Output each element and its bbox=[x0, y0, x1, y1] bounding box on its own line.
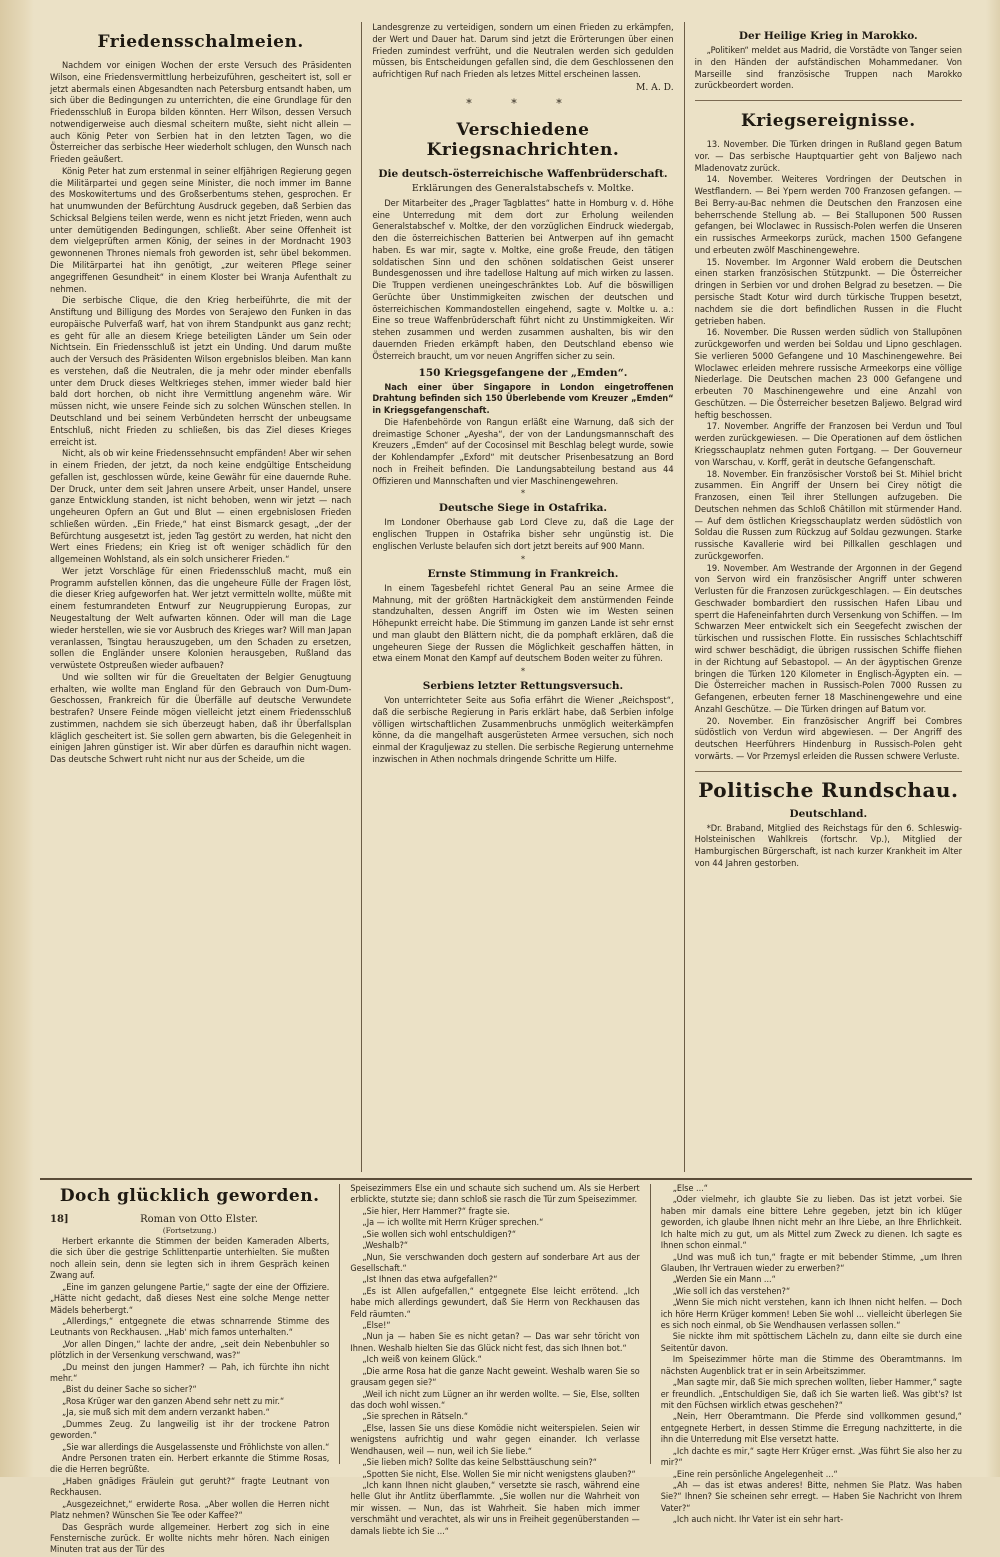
novel-paragraph: „Nun ja — haben Sie es nicht getan? — Das war sehr töricht von Ihnen. Weshalb hielten Sie das Glück nicht fest, das sich Ihnen bot.“ bbox=[350, 1332, 640, 1354]
novel-paragraph: Sie nickte ihm mit spöttischem Lächeln zu, dann eilte sie durch eine Seitentür davon. bbox=[660, 1332, 963, 1354]
paragraph: Wer jetzt Vorschläge für einen Friedensschluß macht, muß ein Programm aufstellen können, das die ungeheure Fülle der Fragen löst, die dieser Krieg aufgeworfen hat. Wer jetzt vermitteln wollte, müßte mit einem festumrandeten Entwurf zur Neugruppierung Europas, zur Neugestaltung der Welt aufwarten können. Oder will man die Lage wieder herstellen, wie sie vor Ausbruch des Krieges war? Will man Japan veranlassen, Tsingtau herauszugeben, um den Schaden zu ersetzen, sollen die Engländer unsere Kolonien herausgeben, Rußland das verwüstete Ostpreußen wieder aufbauen? bbox=[50, 565, 352, 672]
novel-paragraph: „Nein, Herr Oberamtmann. Die Pferde sind vollkommen gesund,“ entgegnete Herbert, in dessen Stimme die Erregung nachzitterte, in die ihn die Unterredung mit Else versetzt hatte. bbox=[660, 1412, 963, 1446]
novel-paragraph: „Ja, sie muß sich mit dem andern verzankt haben.“ bbox=[62, 1408, 270, 1419]
section-divider-stars: * * * bbox=[466, 96, 580, 110]
novel-paragraph: „Else, lassen Sie uns diese Komödie nicht weiterspielen. Seien wir wenigstens aufrichtig und wahr gegen einander. Ich verlasse Wendhausen, weil — nun, weil ich Sie liebe.“ bbox=[350, 1423, 640, 1457]
novel-paragraph: „Dummes Zeug. Zu langweilig ist ihr der trockene Patron geworden.“ bbox=[50, 1419, 330, 1442]
events-list bbox=[695, 139, 962, 763]
novel-paragraph: „Ist Ihnen das etwa aufgefallen?“ bbox=[362, 1275, 498, 1286]
divider-dot: * bbox=[520, 554, 525, 564]
novel-paragraph: „Und was muß ich tun,“ fragte er mit bebender Stimme, „um Ihren Glauben, Ihr Vertrauen wieder zu erwerben?“ bbox=[660, 1252, 963, 1274]
novel-paragraph: „Else!“ bbox=[362, 1321, 391, 1332]
feuilleton-rule bbox=[40, 1178, 972, 1180]
event-entry: 19. November. Am Westrande der Argonnen in der Gegend von Servon wird ein französischer Angriff unter schweren Verlusten für die Franzosen zurückgeschlagen. — Ein deutsches Geschwader bombardiert den russischen Hafen Libau und sperrt die Hafeneinfahrten durch Versenkung von Schiffen. — Im Schwarzen Meer entwickelt sich ein Seegefecht zwischen der türkischen und russischen Flotte. Ein russisches Schlachtschiff wird schwer beschädigt, die übrigen russischen Schiffe fliehen in der Richtung auf Sebastopol. — An der ägyptischen Grenze bringen die Türken 120 Kilometer in Englisch-Ägypten ein. — Die Österreicher machen in Russisch-Polen 7000 Russen zu Gefangenen, erbeuten ferner 18 Maschinengewehre und eine Anzahl Geschütze. — Die Türken dringen auf Batum vor. bbox=[694, 562, 963, 715]
article-title-kriegsnachrichten: Verschiedene Kriegsnachrichten. bbox=[426, 119, 620, 160]
novel-paragraph: „Ausgezeichnet,“ erwiderte Rosa. „Aber wollen die Herren nicht Platz nehmen? Wünschen Sie Tee oder Kaffee?“ bbox=[50, 1499, 330, 1522]
section-head-deutschland: Deutschland. bbox=[789, 807, 868, 820]
article-title-politische-rundschau: Politische Rundschau. bbox=[698, 777, 959, 802]
novel-paragraph: „Sie war allerdings die Ausgelassenste und Fröhlichste von allen.“ bbox=[62, 1442, 330, 1453]
novel-paragraph: „Ah — das ist etwas anderes! Bitte, nehmen Sie Platz. Was haben Sie?“ Ihnen? Sie scheinen sehr erregt. — Haben Sie Nachricht von Ihrem Vater?“ bbox=[660, 1480, 963, 1514]
paragraph: Nicht, als ob wir keine Friedenssehnsucht empfänden! Aber wir sehen in einem Frieden, der jetzt, da noch keine endgültige Entscheidung gefallen ist, geschlossen würde, keine Gewähr für eine dauernde Ruhe. Der Druck, unter dem seit Jahren unsere Arbeit, unser Handel, unsere ganze Entwicklung standen, ist nicht behoben, wenn wir jetzt — nach ungeheuren Opfern an Gut und Blut — einen ergebnislosen Frieden schließen würden. „Ein Friede,“ hat einst Bismarck gesagt, „der der Befürchtung ausgesetzt ist, jeden Tag gestört zu werden, hat nicht den Wert eines Friedens; ein Krieg ist oft weniger schädlich für den allgemeinen Wohlstand, als ein solch unsicherer Frieden.“ bbox=[50, 448, 352, 566]
novel-paragraph: „Werden Sie ein Mann ...“ bbox=[672, 1275, 776, 1286]
section-head-serbien: Serbiens letzter Rettungsversuch. bbox=[422, 680, 624, 693]
column-kriegsnachrichten bbox=[362, 22, 683, 1172]
paragraph: Im Londoner Oberhause gab Lord Cleve zu, daß die Lage der englischen Truppen in Ostafrika bisher sehr ungünstig ist. Die englischen Verluste belaufen sich dort jetzt bereits auf 900 Mann. bbox=[372, 517, 674, 552]
continuation-note: (Fortsetzung.) bbox=[162, 1226, 217, 1235]
article-body-friedensschalmeien bbox=[50, 60, 351, 766]
novel-author: Roman von Otto Elster. bbox=[140, 1214, 258, 1225]
column-friedensschalmeien bbox=[40, 22, 361, 1172]
novel-title: Doch glücklich geworden. bbox=[59, 1186, 320, 1206]
article-title-friedensschalmeien: Friedensschalmeien. bbox=[97, 32, 304, 52]
novel-paragraph: Andre Personen traten ein. Herbert erkannte die Stimme Rosas, die die Herren begrüßte. bbox=[50, 1454, 330, 1476]
paragraph: Und wie sollten wir für die Greueltaten der Belgier Genugtuung erhalten, wie wollte man England für den Gebrauch von Dum-Dum-Geschossen, Frankreich für die Überfälle auf deutsche Verwundete bestrafen? Unsere Feinde mögen vielleicht jetzt einem Friedensschluß zustimmen, nachdem sie sich überzeugt haben, daß ihr Überfallsplan kläglich gescheitert ist. Sie sollen gern abwarten, bis die Gelegenheit in einigen Jahren günstiger ist. Wir aber dürfen es daraufhin nicht wagen. Das deutsche Schwert ruht nicht nur aus der Scheide, um die bbox=[50, 671, 352, 766]
novel-paragraph: „Nun, Sie verschwanden doch gestern auf sonderbare Art aus der Gesellschaft.“ bbox=[350, 1252, 640, 1274]
novel-paragraph: „Haben gnädiges Fräulein gut geruht?“ fragte Leutnant von Reckhausen. bbox=[50, 1476, 330, 1499]
paragraph-lead: Nach einer über Singapore in London eingetroffenen Drahtung befinden sich 150 Überlebende vom Kreuzer „Emden“ in Kriegsgefangenschaft. bbox=[372, 381, 674, 417]
novel-paragraph: „Es ist Allen aufgefallen,“ entgegnete Else leicht errötend. „Ich habe mich allerdings gewundert, daß Sie Herrn von Reckhausen das Feld räumten.“ bbox=[350, 1286, 640, 1320]
novel-paragraph: „Spotten Sie nicht, Else. Wollen Sie mir nicht wenigstens glauben?“ bbox=[362, 1469, 636, 1480]
event-entry: 14. November. Weiteres Vordringen der Deutschen in Westflandern. — Bei Ypern werden 700 Franzosen gefangen. — Bei Berry-au-Bac nehmen die Deutschen den Franzosen eine beherrschende Stellung ab. — Bei Stalluponen 500 Russen gefangen, bei Wloclawec in Russisch-Polen werfen die Unseren ein russisches Armeekorps zurück, machen 1500 Gefangene und erbeuten zwölf Maschinengewehre. bbox=[694, 174, 963, 256]
novel-column-3 bbox=[651, 1184, 972, 1526]
paragraph: Der Mitarbeiter des „Prager Tagblattes“ hatte in Homburg v. d. Höhe eine Unterredung mit dem dort zur Erholung weilenden Generalstabschef v. Moltke, der den vorzüglichen Eindruck wiedergab, den die österreichischen Batterien bei Antwerpen auf ihn gemacht haben. Es war mir, sagte v. Moltke, eine große Freude, den tätigen soldatischen Sinn und den schönen soldatischen Geist unserer Bundesgenossen und ihre tadellose Haltung auf mich wirken zu lassen. Die Truppen verdienen uneingeschränktes Lob. Auf die böswilligen Gerüchte über Unstimmigkeiten zwischen der deutschen und österreichischen Kommandostellen eingehend, sagte v. Moltke u. a.: Eine so treue Waffenbrüderschaft führt nicht zu Unstimmigkeiten. Wir stehen zusammen und werden zusammen aushalten, bis wir den dauernden Frieden erkämpft haben, den Deutschland ebenso wie Österreich braucht, um vor neuen Angriffen sicher zu sein. bbox=[372, 197, 674, 362]
novel-paragraph: „Wenn Sie mich nicht verstehen, kann ich Ihnen nicht helfen. — Doch ich höre Herrn Krüger kommen! Leben Sie wohl ... vielleicht überlegen Sie es sich noch einmal, ob Sie Wendhausen verlassen sollen.“ bbox=[660, 1298, 963, 1332]
page-edge-right bbox=[986, 0, 1000, 1477]
novel-paragraph: „Eine im ganzen gelungene Partie,“ sagte der eine der Offiziere. „Hätte nicht gedacht, daß dieses Nest eine solche Menge netter Mädels beherbergt.“ bbox=[50, 1282, 330, 1316]
novel-paragraph: Das Gespräch wurde allgemeiner. Herbert zog sich in eine Fensternische zurück. Er wollte nichts mehr hören. Nach einigen Minuten trat aus der Tür des bbox=[50, 1522, 330, 1556]
divider-dot: * bbox=[520, 489, 525, 499]
article-title-kriegsereignisse: Kriegsereignisse. bbox=[741, 111, 916, 132]
novel-paragraph: „Oder vielmehr, ich glaubte Sie zu lieben. Das ist jetzt vorbei. Sie haben mir damals eine bittere Lehre gegeben, jetzt bin ich klüger geworden, ich glaube Ihnen nicht mehr an Ihre Liebe, an Ihre Ehrlichkeit. Ich halte mich zu gut, um als Mittel zum Zweck zu dienen. Ich sagte es Ihnen schon einmal.“ bbox=[660, 1195, 963, 1252]
novel-paragraph: „Ich dachte es mir,“ sagte Herr Krüger ernst. „Was führt Sie also her zu mir?“ bbox=[660, 1446, 963, 1469]
novel-paragraph: „Weshalb?“ bbox=[362, 1241, 409, 1252]
section-head-marokko: Der Heilige Krieg in Marokko. bbox=[738, 30, 918, 42]
novel-paragraph: „Sie wollen sich wohl entschuldigen?“ bbox=[362, 1229, 517, 1240]
event-entry: 17. November. Angriffe der Franzosen bei Verdun und Toul werden zurückgewiesen. — Die Operationen auf dem östlichen Kriegsschauplatz nehmen guten Fortgang. — Der Gouverneur von Warschau, v. Korff, gerät in deutsche Gefangenschaft. bbox=[694, 421, 963, 468]
novel-paragraph: „Allerdings,“ entgegnete die etwas schnarrende Stimme des Leutnants von Reckhausen. „Hab' mich famos unterhalten.“ bbox=[50, 1316, 330, 1339]
section-head-emden: 150 Kriegsgefangene der „Emden“. bbox=[418, 366, 628, 379]
novel-column-1 bbox=[40, 1184, 339, 1556]
paragraph: *Dr. Braband, Mitglied des Reichstags für den 6. Schleswig-Holsteinischen Wahlkreis (fortschr. Vp.), Mitglied der Hamburgischen Bürgerschaft, ist nach kurzer Krankheit im Alter von 44 Jahren gestorben. bbox=[694, 822, 963, 869]
novel-paragraph: Herbert erkannte die Stimmen der beiden Kameraden Alberts, die sich über die gestrige Schlittenpartie unterhielten. Sie mußten noch allein sein, denn sie legten sich in ihrem Gespräch keinen Zwang auf. bbox=[50, 1237, 330, 1282]
novel-paragraph: „Du meinst den jungen Hammer? — Pah, ich fürchte ihn nicht mehr.“ bbox=[50, 1362, 330, 1385]
section-subline: Erklärungen des Generalstabschefs v. Moltke. bbox=[411, 182, 635, 194]
novel-paragraph: „Weil ich nicht zum Lügner an ihr werden wollte. — Sie, Else, sollten das doch wohl wissen.“ bbox=[350, 1389, 640, 1412]
novel-paragraph: „Wie soll ich das verstehen?“ bbox=[672, 1286, 791, 1297]
page-edge-left bbox=[0, 0, 34, 1477]
section-rule bbox=[695, 771, 962, 772]
novel-paragraph: „Sie lieben mich? Sollte das keine Selbsttäuschung sein?“ bbox=[362, 1458, 597, 1469]
novel-paragraph: „Eine rein persönliche Angelegenheit ...“ bbox=[672, 1469, 838, 1480]
installment-number: 18] bbox=[50, 1214, 69, 1225]
novel-paragraph: „Sie sprechen in Rätseln.“ bbox=[362, 1412, 469, 1423]
novel-paragraph: „Rosa Krüger war den ganzen Abend sehr nett zu mir.“ bbox=[62, 1396, 285, 1407]
section-head-frankreich: Ernste Stimmung in Frankreich. bbox=[427, 567, 619, 580]
section-rule bbox=[695, 100, 962, 101]
author-signature: M. A. D. bbox=[635, 81, 674, 93]
paragraph: König Peter hat zum erstenmal in seiner elfjährigen Regierung gegen die Militärpartei und gegen seine Minister, die noch immer im Banne des Moskowitertums und des Großserbentums stehen, gesprochen. Er hat unumwunden der Befürchtung Ausdruck gegeben, daß Serbien das Schicksal Belgiens teilen werde, wenn es nicht jetzt Frieden, wenn auch unter demütigenden Bedingungen, schließt. Aber seine Offenheit ist dem vielgeprüften armen König, der seines in der Mordnacht 1903 gewonnenen Thrones niemals froh geworden ist, sehr übel bekommen. Die Militärpartei hat ihn genötigt, „zur weiteren Pflege seiner angegriffenen Gesundheit“ in einem Kloster bei Wranja Aufenthalt zu nehmen. bbox=[50, 165, 352, 295]
novel-paragraph: „Ich kann Ihnen nicht glauben,“ versetzte sie rasch, während eine helle Glut ihr Antlitz überflammte. „Sie wollen nur die Wahrheit von mir wissen. — Nun, das ist Wahrheit. Sie haben mich immer verschmäht und verachtet, als wir uns in Freiheit gegenüberstanden — damals liebte ich Sie ...“ bbox=[350, 1480, 640, 1537]
paragraph: Nachdem vor einigen Wochen der erste Versuch des Präsidenten Wilson, eine Friedensvermittlung herbeizuführen, gescheitert ist, soll er jetzt abermals einen Abgesandten nach Petersburg entsandt haben, um sich über die Bedingungen zu unterrichten, die eine Grundlage für den Friedensschluß in Europa bilden könnten. Herr Wilson, dessen Versuch notwendigerweise auch diesmal scheitern mußte, sieht nicht allein — auch König Peter von Serbien hat in den letzten Tagen, wo die Österreicher das serbische Heer wiederholt schlugen, den Wunsch nach Frieden geäußert. bbox=[50, 60, 352, 166]
novel-paragraph: Speisezimmers Else ein und schaute sich suchend um. Als sie Herbert erblickte, stutzte sie; dann schloß sie rasch die Tür zum Speisezimmer. bbox=[350, 1184, 640, 1206]
paragraph: Die serbische Clique, die den Krieg herbeiführte, die mit der Anstiftung und Billigung des Mordes von Serajewo den Funken in das europäische Pulverfaß warf, hat von ihrem Standpunkt aus ganz recht; es geht für alle an diesem Kriege beteiligten Länder um Sein oder Nichtsein. Ein Friedensschluß ist jetzt ein Unding. Und darum mußte auch der Versuch des Präsidenten Wilson ergebnislos bleiben. Man kann es verstehen, daß die Neutralen, die ja mehr oder minder ebenfalls unter dem Druck dieses Weltkrieges stehen, immer wieder bald hier bald dort horchen, ob nicht ihre Vermittlung angenehm wäre. Wir müssen nicht, wie unsere Feinde sich zu solchen Wünschen stellen. In Deutschland und bei seinem Verbündeten herrscht der unbeugsame Entschluß, nicht Frieden zu schließen, bis das Ziel dieses Krieges erreicht ist. bbox=[50, 295, 352, 448]
paragraph: Die Hafenbehörde von Rangun erläßt eine Warnung, daß sich der dreimastige Schoner „Ayesha“, der von der Landungsmannschaft des Kreuzers „Emden“ auf der Cocosinsel mit Beschlag belegt wurde, sowie der Kohlendampfer „Exford“ mit deutscher Prisenbesatzung an Bord noch in Freiheit befinden. Die Landungsabteilung bestand aus 44 Offizieren und Mannschaften und vier Maschinengewehren. bbox=[372, 416, 674, 487]
paragraph: „Politiken“ meldet aus Madrid, die Vorstädte von Tanger seien in den Händen der aufständischen Mohammedaner. Von Marseille sind französische Truppen nach Marokko zurückbeordert worden. bbox=[694, 45, 963, 92]
event-entry: 16. November. Die Russen werden südlich von Stallupönen zurückgeworfen und werden bei Soldau und Lipno geschlagen. Sie verlieren 5000 Gefangene und 10 Maschinengewehre. Bei Wloclawec erleiden mehrere russische Armeekorps eine völlige Niederlage. Die Deutschen machen 23 000 Gefangene und erbeuten 70 Maschinengewehre und eine Anzahl von Geschützen. — Die Österreicher besetzen Baljewo. Belgrad wird heftig beschossen. bbox=[694, 327, 963, 421]
novel-paragraph: „Bist du deiner Sache so sicher?“ bbox=[62, 1385, 197, 1396]
divider-dot: * bbox=[520, 667, 525, 677]
novel-paragraph: „Man sagte mir, daß Sie mich sprechen wollten, lieber Hammer,“ sagte er freundlich. „Entschuldigen Sie, daß ich Sie warten ließ. Was gibt's? Ist mit den Füchsen wirklich etwas geschehen?“ bbox=[660, 1378, 963, 1412]
paragraph: Von unterrichteter Seite aus Sofia erfährt die Wiener „Reichspost“, daß die serbische Regierung in Paris erklärt habe, daß Serbien infolge völligen wirtschaftlichen Zusammenbruchs unmöglich weiterkämpfen könne, da die mangelhaft ausgerüsteten Armee versuchen, sich noch einmal der Kraguljewaz zu stellen. Die serbische Regierung unternehme inzwischen in Athen nochmals dringende Schritte um Hilfe. bbox=[372, 695, 674, 765]
event-entry: 15. November. Im Argonner Wald erobern die Deutschen einen starken französischen Stützpunkt. — Die Österreicher dringen in Serbien vor und drohen Belgrad zu besetzen. — Die persische Stadt Kotur wird durch türkische Truppen besetzt, nachdem sie die dort befindlichen Russen in die Flucht getrieben haben. bbox=[694, 256, 963, 327]
novel-paragraph: „Ich auch nicht. Ihr Vater ist ein sehr hart- bbox=[672, 1515, 844, 1526]
novel-paragraph: „Die arme Rosa hat die ganze Nacht geweint. Weshalb waren Sie so grausam gegen sie?“ bbox=[350, 1366, 640, 1389]
event-entry: 18. November. Ein französischer Vorstoß bei St. Mihiel bricht zusammen. Ein Angriff der Unsern bei Cirey nötigt die Franzosen, einen Teil ihrer Stellungen aufzugeben. Die Deutschen nehmen das Schloß Châtillon mit stürmender Hand. — Auf dem östlichen Kriegsschauplatz werden südöstlich von Soldau die Russen zum Rückzug auf Soldau gezwungen. Starke russische Kavallerie wird bei Pillkallen geschlagen und zurückgeworfen. bbox=[694, 468, 963, 562]
event-entry: 20. November. Ein französischer Angriff bei Combres südöstlich von Verdun wird abgewiesen. — Der Angriff des deutschen Heerführers Hindenburg in Russisch-Polen geht vorwärts. — Vor Przemysl erleiden die Russen schwere Verluste. bbox=[694, 715, 963, 762]
novel-paragraph: Im Speisezimmer hörte man die Stimme des Oberamtmanns. Im nächsten Augenblick trat er in sein Arbeitszimmer. bbox=[660, 1355, 963, 1377]
paragraph: In einem Tagesbefehl richtet General Pau an seine Armee die Mahnung, mit der größten Hartnäckigkeit dem anstürmenden Feinde standzuhalten, dessen Angriff im Osten wie im Westen seinen Höhepunkt erreicht habe. Die Stimmung im ganzen Lande ist sehr ernst und man glaubt den Blättern nicht, die da pomphaft erklären, daß die ungeheuren Siege der Russen die Möglichkeit geschaffen hätten, in etwa einem Monat den Kampf auf deutschem Boden weiter zu führen. bbox=[372, 582, 674, 665]
novel-paragraph: „Sie hier, Herr Hammer?“ fragte sie. bbox=[362, 1206, 510, 1217]
paragraph: Landesgrenze zu verteidigen, sondern um einen Frieden zu erkämpfen, der Wert und Dauer hat. Darum sind jetzt die Erörterungen über einen Frieden zumindest verfrüht, und die Neutralen werden sich gedulden müssen, bis Entscheidungen gefallen sind, die dem Geschlossenen den aufrichtigen Ruf nach Frieden als letzes Mittel erscheinen lassen. bbox=[372, 22, 674, 81]
novel-paragraph: „Ich weiß von keinem Glück.“ bbox=[362, 1355, 482, 1366]
novel-paragraph: „Vor allen Dingen,“ lachte der andre, „seit dein Nebenbuhler so plötzlich in der Versenkung verschwand, was?“ bbox=[50, 1339, 330, 1362]
section-head-waffenbrueder: Die deutsch-österreichische Waffenbrüderschaft. bbox=[378, 167, 668, 180]
column-kriegsereignisse bbox=[685, 22, 972, 1172]
novel-byline bbox=[50, 1214, 329, 1225]
upper-section bbox=[40, 22, 972, 1172]
novel-paragraph: „Ja — ich wollte mit Herrn Krüger sprechen.“ bbox=[362, 1218, 544, 1229]
feuilleton-section bbox=[40, 1184, 972, 1556]
section-head-ostafrika: Deutsche Siege in Ostafrika. bbox=[438, 502, 608, 515]
novel-column-2 bbox=[340, 1184, 649, 1537]
novel-paragraph: „Else ...“ bbox=[672, 1184, 708, 1194]
event-entry: 13. November. Die Türken dringen in Rußland gegen Batum vor. — Das serbische Hauptquartier geht von Baljewo nach Mladenovatz zurück. bbox=[694, 139, 963, 174]
